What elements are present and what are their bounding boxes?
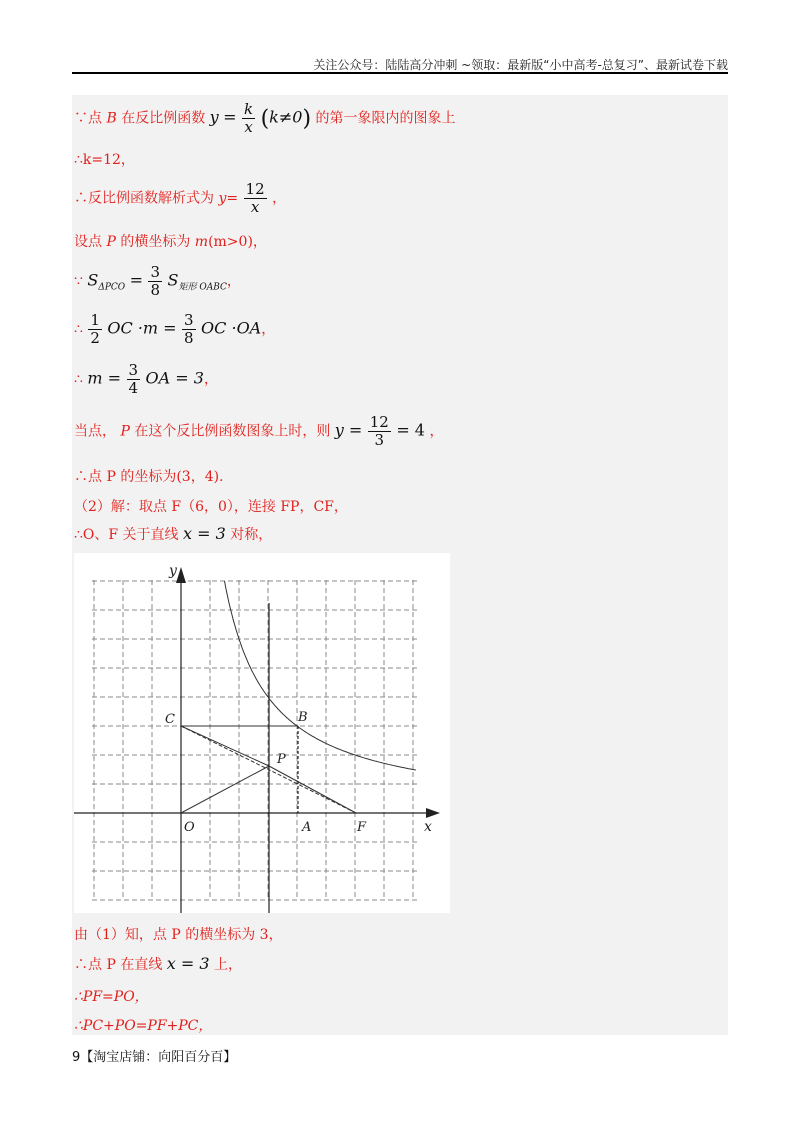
- solution-line-9: [74, 466, 224, 486]
- denominator: x: [250, 198, 260, 216]
- label-B: B: [298, 710, 308, 725]
- subscript: 矩形 OABC: [178, 282, 227, 293]
- solution-line-1: ∵点 B 在反比例函数 y = $\frac{k}{x}$ (k≠0) 的第一象限内的图象上: [74, 100, 456, 136]
- fraction: [148, 264, 162, 299]
- solution-line-12: [74, 924, 283, 944]
- label-y: y: [169, 563, 177, 579]
- page-number: 9: [72, 1050, 81, 1065]
- solution-line-7: [74, 362, 218, 397]
- label-C: C: [165, 712, 175, 727]
- solution-line-8: [74, 414, 443, 449]
- math-expression: x = 3: [183, 524, 226, 543]
- text: 对称，: [230, 527, 273, 543]
- math-expression: = 4: [396, 420, 425, 440]
- y-axis-arrow: [176, 567, 186, 583]
- segment-PF: [269, 766, 356, 813]
- math-expression: OC ·OA: [201, 318, 262, 338]
- math-expression: m =: [87, 368, 122, 388]
- solution-line-6: [74, 312, 275, 347]
- text: 设点: [74, 234, 102, 250]
- label-P: P: [277, 752, 286, 767]
- denominator: x: [244, 118, 253, 136]
- numerator: 12: [369, 413, 389, 431]
- label-F: F: [357, 820, 367, 835]
- solution-line-2: [74, 149, 135, 169]
- math-expression: OA = 3: [145, 368, 204, 388]
- label-x: x: [424, 819, 432, 835]
- text: ∴: [74, 321, 83, 338]
- numerator: k: [244, 100, 254, 118]
- solution-line-4: [74, 231, 267, 251]
- text: ∴点 P 的坐标为(3，4).: [74, 469, 224, 485]
- denominator: 3: [374, 431, 385, 449]
- solution-line-15: [74, 1015, 212, 1035]
- text: 的第一象限内的图象上: [315, 110, 456, 127]
- text: ，: [226, 273, 241, 290]
- dashed-grid: [92, 580, 419, 900]
- text: 上，: [214, 957, 243, 973]
- fraction: [88, 312, 102, 347]
- page-footer: [72, 1046, 236, 1065]
- math-expression: x = 3: [166, 954, 210, 973]
- header-rule: [72, 72, 728, 74]
- text: (m>0)，: [208, 234, 267, 250]
- fraction: [368, 414, 391, 449]
- solution-line-5: [74, 264, 241, 299]
- text: 的横坐标为: [120, 234, 191, 250]
- text: ∴O、F 关于直线: [74, 527, 179, 543]
- text: ，: [429, 423, 444, 440]
- text: ∴: [74, 371, 83, 388]
- text: ∴PF=PO，: [74, 989, 149, 1005]
- math-condition: k≠0: [269, 107, 303, 127]
- denominator: 8: [150, 281, 161, 299]
- fraction: [244, 181, 267, 216]
- text: ∵: [74, 273, 83, 290]
- denominator: 4: [128, 379, 139, 397]
- text: 在这个反比例函数图象上时，则: [134, 423, 331, 440]
- text: ∴反比例函数解析式为: [74, 190, 214, 207]
- math-var: y: [209, 107, 219, 127]
- solution-line-10: [74, 496, 348, 516]
- text: 当点，: [74, 423, 116, 440]
- segment-OP: [181, 766, 269, 813]
- solution-line-13: [74, 954, 242, 974]
- math-op: =: [223, 107, 237, 127]
- subscript: ΔPCO: [98, 282, 126, 293]
- point-label: P: [106, 234, 116, 250]
- numerator: 3: [128, 361, 139, 379]
- text: ∴点 P 在直线: [74, 957, 163, 973]
- page-header: 关注公众号：陆陆高分冲刺 ~领取：最新版“小中高考-总复习”、最新试卷下载: [313, 58, 728, 72]
- text: 在反比例函数: [121, 110, 206, 127]
- solution-line-11: [74, 524, 272, 544]
- point-label: P: [120, 423, 130, 440]
- fraction: [242, 101, 255, 136]
- text: ∴PC+PO=PF+PC，: [74, 1018, 213, 1034]
- math-op: =: [129, 270, 144, 290]
- denominator: 8: [184, 329, 194, 347]
- hyperbola-curve: [225, 581, 416, 770]
- numerator: 3: [150, 263, 161, 281]
- math-var: m: [194, 234, 209, 250]
- numerator: 12: [245, 180, 265, 198]
- text: ∴k=12，: [74, 152, 135, 168]
- coordinate-figure: [74, 553, 450, 913]
- label-O: O: [184, 820, 195, 835]
- fraction: [127, 362, 141, 397]
- footer-text: 【淘宝店铺：向阳百分百】: [80, 1050, 237, 1065]
- figure-svg: [74, 553, 450, 913]
- label-A: A: [302, 820, 312, 835]
- denominator: 2: [90, 329, 100, 347]
- fraction: [182, 312, 196, 347]
- x-axis-arrow: [426, 808, 440, 818]
- solution-line-3: [74, 181, 286, 216]
- numerator: 1: [90, 311, 100, 329]
- math-var: S: [167, 270, 179, 290]
- math-var: y=: [218, 190, 239, 207]
- text: （2）解：取点 F（6，0），连接 FP，CF，: [74, 499, 348, 515]
- numerator: 3: [184, 311, 194, 329]
- text: ，: [261, 321, 276, 338]
- text: ，: [203, 371, 218, 388]
- segment-CP: [181, 726, 269, 766]
- point-label: B: [106, 110, 117, 127]
- math-expression: OC ·m =: [107, 318, 177, 338]
- solution-line-14: [74, 986, 149, 1006]
- math-var: S: [87, 270, 99, 290]
- text: 由（1）知，点 P 的横坐标为 3，: [74, 927, 283, 943]
- math-expression: y =: [334, 420, 363, 440]
- text: ∵点: [74, 110, 102, 127]
- text: ，: [272, 190, 287, 207]
